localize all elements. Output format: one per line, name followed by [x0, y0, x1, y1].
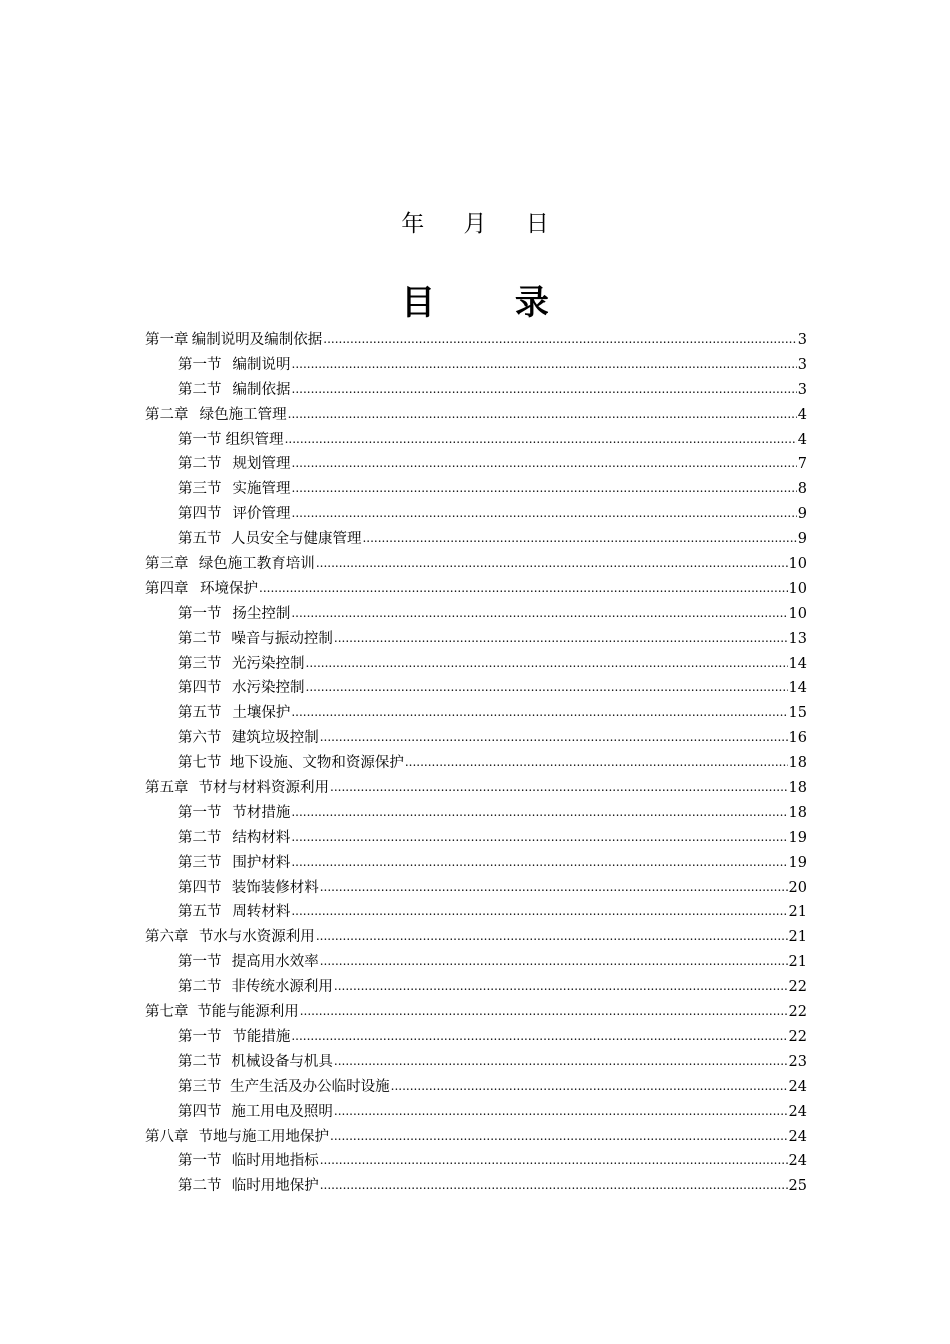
toc-entry-number: 第二章 — [145, 406, 189, 423]
toc-section-entry[interactable] — [145, 1149, 807, 1174]
toc-section-entry[interactable] — [145, 527, 807, 552]
date-month: 月 — [463, 211, 487, 237]
toc-dot-leader — [291, 899, 787, 924]
toc-section-entry[interactable] — [145, 900, 807, 925]
toc-section-entry[interactable] — [145, 1100, 807, 1125]
toc-section-entry[interactable] — [145, 801, 807, 826]
toc-entry-page: 18 — [788, 755, 807, 772]
toc-entry-number: 第三章 — [145, 556, 189, 573]
toc-entry-title: 评价管理 — [232, 506, 291, 523]
toc-entry-page: 13 — [788, 630, 807, 647]
toc-entry-title: 建筑垃圾控制 — [231, 730, 319, 747]
toc-chapter-entry[interactable] — [145, 403, 807, 428]
toc-dot-leader — [291, 825, 787, 850]
toc-dot-leader — [320, 725, 788, 750]
toc-entry-number: 第二节 — [178, 829, 222, 846]
toc-dot-leader — [292, 377, 797, 402]
toc-section-entry[interactable] — [145, 627, 807, 652]
toc-entry-title: 节能与能源利用 — [197, 1004, 299, 1021]
toc-entry-page: 23 — [788, 1053, 807, 1070]
toc-section-entry[interactable] — [145, 950, 807, 975]
toc-entry-page: 8 — [797, 481, 807, 498]
toc-entry-number: 第二节 — [178, 1053, 222, 1070]
toc-entry-title: 噪音与振动控制 — [231, 630, 333, 647]
toc-entry-title: 水污染控制 — [232, 680, 305, 697]
toc-entry-title: 扬尘控制 — [232, 605, 291, 622]
toc-entry-number: 第三节 — [178, 481, 222, 498]
toc-entry-number: 第一章 — [145, 332, 189, 348]
date-day: 日 — [525, 211, 549, 237]
toc-chapter-entry[interactable] — [145, 925, 807, 950]
toc-entry-page: 21 — [788, 904, 807, 921]
toc-entry-number: 第五节 — [178, 705, 222, 722]
toc-entry-title: 临时用地保护 — [231, 1178, 319, 1195]
toc-entry-title: 光污染控制 — [232, 655, 305, 672]
toc-entry-number: 第一节 — [178, 1153, 222, 1170]
toc-entry-page: 21 — [788, 954, 807, 971]
toc-entry-title: 实施管理 — [232, 481, 291, 498]
toc-entry-title: 施工用电及照明 — [231, 1103, 333, 1120]
toc-dot-leader — [362, 526, 796, 551]
toc-dot-leader — [292, 451, 797, 476]
toc-entry-page: 24 — [788, 1128, 807, 1145]
toc-dot-leader — [330, 775, 788, 800]
toc-entry-title: 节材措施 — [232, 804, 291, 821]
toc-section-entry[interactable] — [145, 477, 807, 502]
toc-entry-page: 19 — [788, 854, 807, 871]
toc-dot-leader — [334, 626, 788, 651]
toc-entry-page: 16 — [788, 730, 807, 747]
toc-dot-leader — [330, 1124, 788, 1149]
toc-section-entry[interactable] — [145, 378, 807, 403]
table-of-contents — [145, 328, 807, 1199]
toc-entry-page: 10 — [788, 556, 807, 573]
toc-section-entry[interactable] — [145, 353, 807, 378]
toc-dot-leader — [292, 501, 797, 526]
toc-entry-title: 结构材料 — [232, 829, 291, 846]
toc-entry-page: 4 — [797, 431, 807, 448]
toc-entry-number: 第三节 — [178, 655, 222, 672]
toc-entry-number: 第二节 — [178, 979, 222, 996]
toc-dot-leader — [323, 327, 796, 352]
toc-entry-page: 19 — [788, 829, 807, 846]
toc-section-entry[interactable] — [145, 1050, 807, 1075]
toc-entry-number: 第二节 — [178, 1178, 222, 1195]
toc-entry-number: 第四节 — [178, 879, 222, 896]
toc-dot-leader — [316, 924, 788, 949]
toc-dot-leader — [291, 700, 787, 725]
toc-entry-page: 20 — [788, 879, 807, 896]
toc-entry-number: 第一节 — [178, 356, 222, 373]
toc-entry-number: 第三节 — [178, 1078, 222, 1095]
toc-dot-leader — [334, 974, 788, 999]
toc-dot-leader — [334, 1049, 788, 1074]
toc-entry-title: 节材与材料资源利用 — [198, 780, 329, 797]
toc-entry-number: 第七节 — [178, 755, 222, 772]
date-year: 年 — [401, 211, 425, 237]
toc-entry-title: 围护材料 — [232, 854, 291, 871]
toc-section-entry[interactable] — [145, 876, 807, 901]
toc-entry-page: 24 — [788, 1103, 807, 1120]
toc-section-entry[interactable] — [145, 1174, 807, 1199]
toc-entry-page: 7 — [797, 456, 807, 473]
toc-dot-leader — [288, 402, 797, 427]
toc-entry-title: 环境保护 — [200, 580, 259, 597]
toc-dot-leader — [320, 875, 788, 900]
toc-dot-leader — [391, 1074, 788, 1099]
toc-entry-title: 人员安全与健康管理 — [230, 531, 362, 548]
toc-title-char-1: 目 — [401, 283, 436, 323]
toc-section-entry[interactable] — [145, 826, 807, 851]
toc-entry-title: 临时用地指标 — [231, 1153, 319, 1170]
toc-dot-leader — [320, 1173, 788, 1198]
toc-entry-page: 14 — [788, 655, 807, 672]
date-line — [0, 206, 950, 242]
toc-entry-page: 10 — [788, 580, 807, 597]
toc-entry-number: 第一节 — [178, 954, 222, 971]
toc-dot-leader — [259, 576, 788, 601]
toc-entry-title: 周转材料 — [232, 904, 291, 921]
toc-entry-page: 24 — [788, 1078, 807, 1095]
toc-entry-number: 第一节 — [178, 1028, 222, 1045]
toc-chapter-entry[interactable] — [145, 328, 807, 353]
toc-entry-number: 第一节 — [178, 431, 222, 448]
toc-entry-number: 第四节 — [178, 506, 222, 523]
toc-entry-number: 第四节 — [178, 1103, 222, 1120]
toc-entry-page: 3 — [797, 381, 807, 398]
toc-section-entry[interactable] — [145, 751, 807, 776]
toc-chapter-entry[interactable] — [145, 1000, 807, 1025]
toc-entry-number: 第二节 — [178, 381, 222, 398]
toc-entry-title: 编制说明及编制依据 — [191, 332, 323, 348]
toc-entry-number: 第三节 — [178, 854, 222, 871]
toc-entry-title: 节地与施工用地保护 — [198, 1128, 329, 1145]
toc-entry-title: 提高用水效率 — [231, 954, 319, 971]
toc-entry-number: 第二节 — [178, 630, 222, 647]
toc-entry-title: 编制依据 — [232, 381, 291, 398]
toc-entry-page: 24 — [788, 1153, 807, 1170]
toc-dot-leader — [292, 352, 797, 377]
toc-section-entry[interactable] — [145, 701, 807, 726]
toc-entry-page: 22 — [788, 979, 807, 996]
toc-entry-number: 第六节 — [178, 730, 222, 747]
toc-title-char-2: 录 — [514, 283, 549, 323]
toc-chapter-entry[interactable] — [145, 577, 807, 602]
toc-entry-page: 18 — [788, 804, 807, 821]
toc-entry-page: 3 — [797, 332, 807, 348]
toc-entry-page: 18 — [788, 780, 807, 797]
toc-dot-leader — [320, 1148, 788, 1173]
toc-entry-number: 第五节 — [178, 531, 222, 548]
toc-dot-leader — [300, 999, 788, 1024]
toc-entry-title: 节水与水资源利用 — [198, 929, 315, 946]
toc-entry-number: 第四节 — [178, 680, 222, 697]
toc-chapter-entry[interactable] — [145, 552, 807, 577]
toc-entry-title: 编制说明 — [232, 356, 291, 373]
toc-entry-page: 21 — [788, 929, 807, 946]
toc-entry-page: 9 — [797, 506, 807, 523]
toc-entry-title: 组织管理 — [225, 431, 284, 448]
toc-title — [0, 280, 950, 326]
toc-entry-title: 机械设备与机具 — [231, 1053, 333, 1070]
toc-dot-leader — [285, 427, 797, 452]
toc-section-entry[interactable] — [145, 452, 807, 477]
toc-entry-page: 25 — [788, 1178, 807, 1195]
toc-dot-leader — [316, 551, 788, 576]
toc-section-entry[interactable] — [145, 1075, 807, 1100]
toc-dot-leader — [334, 1099, 788, 1124]
toc-entry-title: 非传统水源利用 — [231, 979, 333, 996]
toc-dot-leader — [291, 800, 787, 825]
toc-section-entry[interactable] — [145, 975, 807, 1000]
toc-entry-page: 9 — [797, 531, 807, 548]
toc-dot-leader — [291, 1024, 787, 1049]
toc-entry-page: 10 — [788, 605, 807, 622]
toc-dot-leader — [306, 675, 788, 700]
toc-entry-title: 装饰装修材料 — [231, 879, 319, 896]
toc-entry-page: 14 — [788, 680, 807, 697]
toc-section-entry[interactable] — [145, 851, 807, 876]
toc-section-entry[interactable] — [145, 1025, 807, 1050]
toc-dot-leader — [405, 750, 788, 775]
toc-entry-title: 生产生活及办公临时设施 — [230, 1078, 390, 1095]
toc-entry-page: 3 — [797, 356, 807, 373]
toc-entry-number: 第二节 — [178, 456, 222, 473]
toc-chapter-entry[interactable] — [145, 1125, 807, 1150]
toc-section-entry[interactable] — [145, 726, 807, 751]
toc-section-entry[interactable] — [145, 602, 807, 627]
toc-entry-number: 第一节 — [178, 804, 222, 821]
toc-dot-leader — [291, 601, 787, 626]
toc-entry-title: 土壤保护 — [232, 705, 291, 722]
toc-dot-leader — [320, 949, 788, 974]
toc-entry-number: 第五节 — [178, 904, 222, 921]
toc-entry-page: 15 — [788, 705, 807, 722]
toc-entry-number: 第七章 — [145, 1004, 189, 1021]
toc-entry-title: 绿色施工管理 — [199, 406, 287, 423]
toc-dot-leader — [306, 651, 788, 676]
toc-dot-leader — [291, 850, 787, 875]
toc-entry-title: 绿色施工教育培训 — [198, 556, 315, 573]
toc-entry-title: 规划管理 — [232, 456, 291, 473]
toc-entry-page: 4 — [797, 406, 807, 423]
toc-section-entry[interactable] — [145, 652, 807, 677]
toc-entry-number: 第四章 — [145, 580, 189, 597]
toc-entry-page: 22 — [788, 1028, 807, 1045]
toc-section-entry[interactable] — [145, 502, 807, 527]
toc-section-entry[interactable] — [145, 428, 807, 453]
toc-entry-title: 节能措施 — [232, 1028, 291, 1045]
toc-entry-title: 地下设施、文物和资源保护 — [229, 755, 404, 772]
toc-entry-page: 22 — [788, 1004, 807, 1021]
toc-entry-number: 第五章 — [145, 780, 189, 797]
toc-section-entry[interactable] — [145, 676, 807, 701]
toc-entry-number: 第一节 — [178, 605, 222, 622]
toc-dot-leader — [292, 476, 797, 501]
toc-entry-number: 第六章 — [145, 929, 189, 946]
toc-entry-number: 第八章 — [145, 1128, 189, 1145]
toc-chapter-entry[interactable] — [145, 776, 807, 801]
